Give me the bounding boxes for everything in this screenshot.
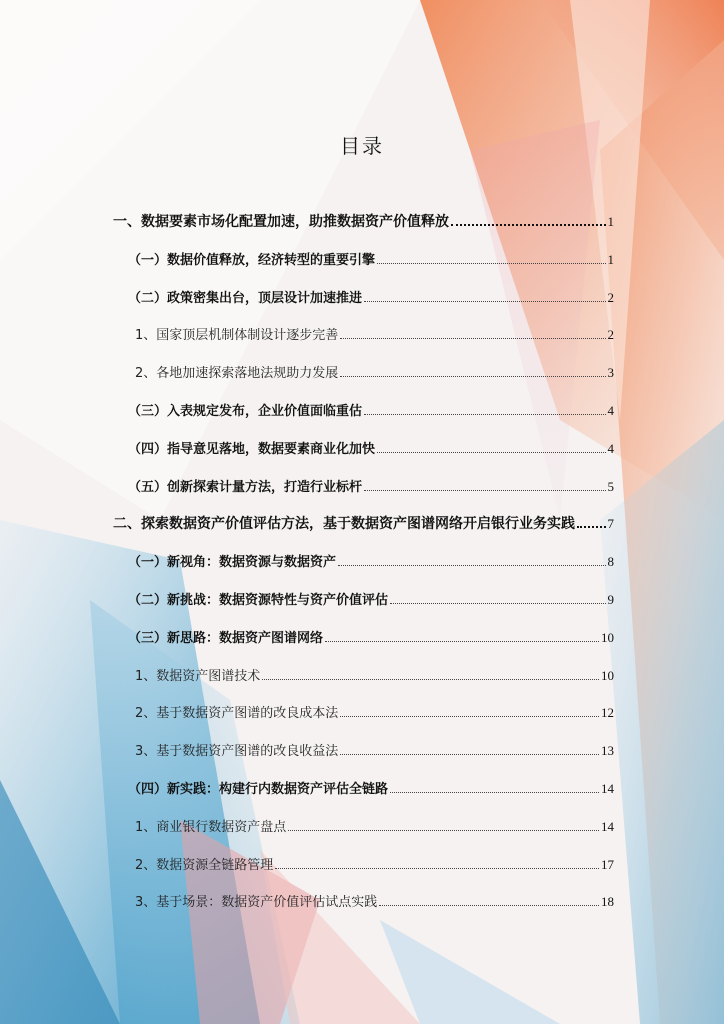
toc-entry-page: 5 bbox=[607, 478, 614, 494]
toc-entry-page: 4 bbox=[607, 403, 614, 418]
toc-entry-label: （一）数据价值释放，经济转型的重要引擎 bbox=[128, 252, 376, 268]
dot-leader bbox=[390, 603, 605, 604]
toc-entry[interactable] bbox=[128, 589, 614, 609]
toc-entry-label: （一）新视角：数据资源与数据资产 bbox=[128, 555, 337, 571]
toc-entry-label: 一、数据要素市场化配置加速，助推数据资产价值释放 bbox=[113, 214, 449, 230]
toc-entry[interactable] bbox=[113, 513, 614, 533]
dot-leader bbox=[364, 490, 605, 491]
toc-entry-label: （二）新挑战：数据资源特性与资产价值评估 bbox=[128, 593, 389, 608]
toc-entry-page: 2 bbox=[607, 327, 614, 343]
toc-entry[interactable] bbox=[135, 891, 614, 911]
dot-leader bbox=[379, 905, 599, 906]
toc-entry[interactable] bbox=[135, 854, 614, 874]
toc-entry-label: （五）创新探索计量方法，打造行业标杆 bbox=[128, 479, 363, 495]
toc-entry-page: 2 bbox=[607, 289, 614, 305]
toc-entry[interactable] bbox=[135, 324, 614, 344]
toc-entry-page: 1 bbox=[607, 251, 614, 267]
dot-leader bbox=[262, 679, 599, 680]
toc-entry-page: 3 bbox=[607, 365, 614, 381]
toc-entry-label: （二）政策密集出台，顶层设计加速推进 bbox=[128, 290, 363, 306]
toc-entry-label: 3、基于数据资产图谱的改良收益法 bbox=[135, 744, 339, 760]
toc-entry-page: 14 bbox=[601, 781, 614, 796]
toc-entry-label: （三）入表规定发布，企业价值面临重估 bbox=[128, 404, 363, 419]
toc-entry-page: 12 bbox=[601, 705, 614, 721]
dot-leader bbox=[364, 414, 605, 415]
dot-leader bbox=[340, 754, 599, 755]
toc-entry-page: 10 bbox=[601, 667, 614, 683]
toc-entry-label: 二、探索数据资产价值评估方法，基于数据资产图谱网络开启银行业务实践 bbox=[113, 516, 575, 533]
toc-entry-label: （四）指导意见落地，数据要素商业化加快 bbox=[128, 441, 376, 457]
toc-entry[interactable] bbox=[128, 249, 614, 269]
toc-entry[interactable] bbox=[135, 702, 614, 722]
toc-entry-label: （四）新实践：构建行内数据资产评估全链路 bbox=[128, 782, 389, 797]
toc-entry-label: （三）新思路：数据资产图谱网络 bbox=[128, 630, 324, 646]
dot-leader bbox=[288, 830, 599, 831]
toc-entry-page: 18 bbox=[601, 894, 614, 910]
toc-entry-label: 2、各地加速探索落地法规助力发展 bbox=[135, 366, 339, 382]
toc-entry[interactable] bbox=[128, 287, 614, 307]
toc-entry-page: 14 bbox=[601, 818, 614, 834]
toc-entry[interactable] bbox=[135, 816, 614, 836]
dot-leader bbox=[364, 301, 605, 302]
toc-entry-page: 1 bbox=[607, 214, 614, 229]
dot-leader bbox=[390, 792, 599, 793]
dot-leader bbox=[340, 338, 605, 339]
toc-entry[interactable] bbox=[135, 665, 614, 685]
toc-entry-page: 8 bbox=[607, 554, 614, 570]
dot-leader bbox=[377, 263, 605, 264]
toc-entry-label: 3、基于场景：数据资产价值评估试点实践 bbox=[135, 895, 378, 911]
toc-entry-label: 2、数据资源全链路管理 bbox=[135, 857, 274, 873]
dot-leader bbox=[325, 641, 599, 642]
toc-entry[interactable] bbox=[113, 211, 614, 231]
dot-leader bbox=[338, 565, 605, 566]
toc-entry-page: 9 bbox=[607, 592, 614, 607]
dot-leader bbox=[451, 224, 606, 226]
dot-leader bbox=[340, 376, 605, 377]
toc-entry-label: 1、商业银行数据资产盘点 bbox=[135, 819, 287, 835]
toc-entry-page: 13 bbox=[601, 743, 614, 759]
toc-entry[interactable] bbox=[128, 778, 614, 798]
toc-entry[interactable] bbox=[128, 551, 614, 571]
dot-leader bbox=[377, 452, 605, 453]
toc-entry[interactable] bbox=[135, 362, 614, 382]
toc-entry[interactable] bbox=[128, 627, 614, 647]
dot-leader bbox=[577, 526, 606, 528]
toc-entry-page: 4 bbox=[607, 440, 614, 456]
toc-entry-label: 1、数据资产图谱技术 bbox=[135, 668, 261, 684]
dot-leader bbox=[340, 716, 599, 717]
toc-entry-label: 1、国家顶层机制体制设计逐步完善 bbox=[135, 328, 339, 344]
toc-entry[interactable] bbox=[128, 476, 614, 496]
dot-leader bbox=[275, 868, 599, 869]
toc-entry-label: 2、基于数据资产图谱的改良成本法 bbox=[135, 706, 339, 722]
toc-entry[interactable] bbox=[128, 400, 614, 420]
toc-entry[interactable] bbox=[135, 740, 614, 760]
toc-entry-page: 7 bbox=[607, 516, 614, 532]
toc-entry-page: 10 bbox=[601, 629, 614, 645]
toc-title: 目录 bbox=[340, 134, 384, 158]
toc-entry[interactable] bbox=[128, 438, 614, 458]
toc-entry-page: 17 bbox=[601, 856, 614, 872]
